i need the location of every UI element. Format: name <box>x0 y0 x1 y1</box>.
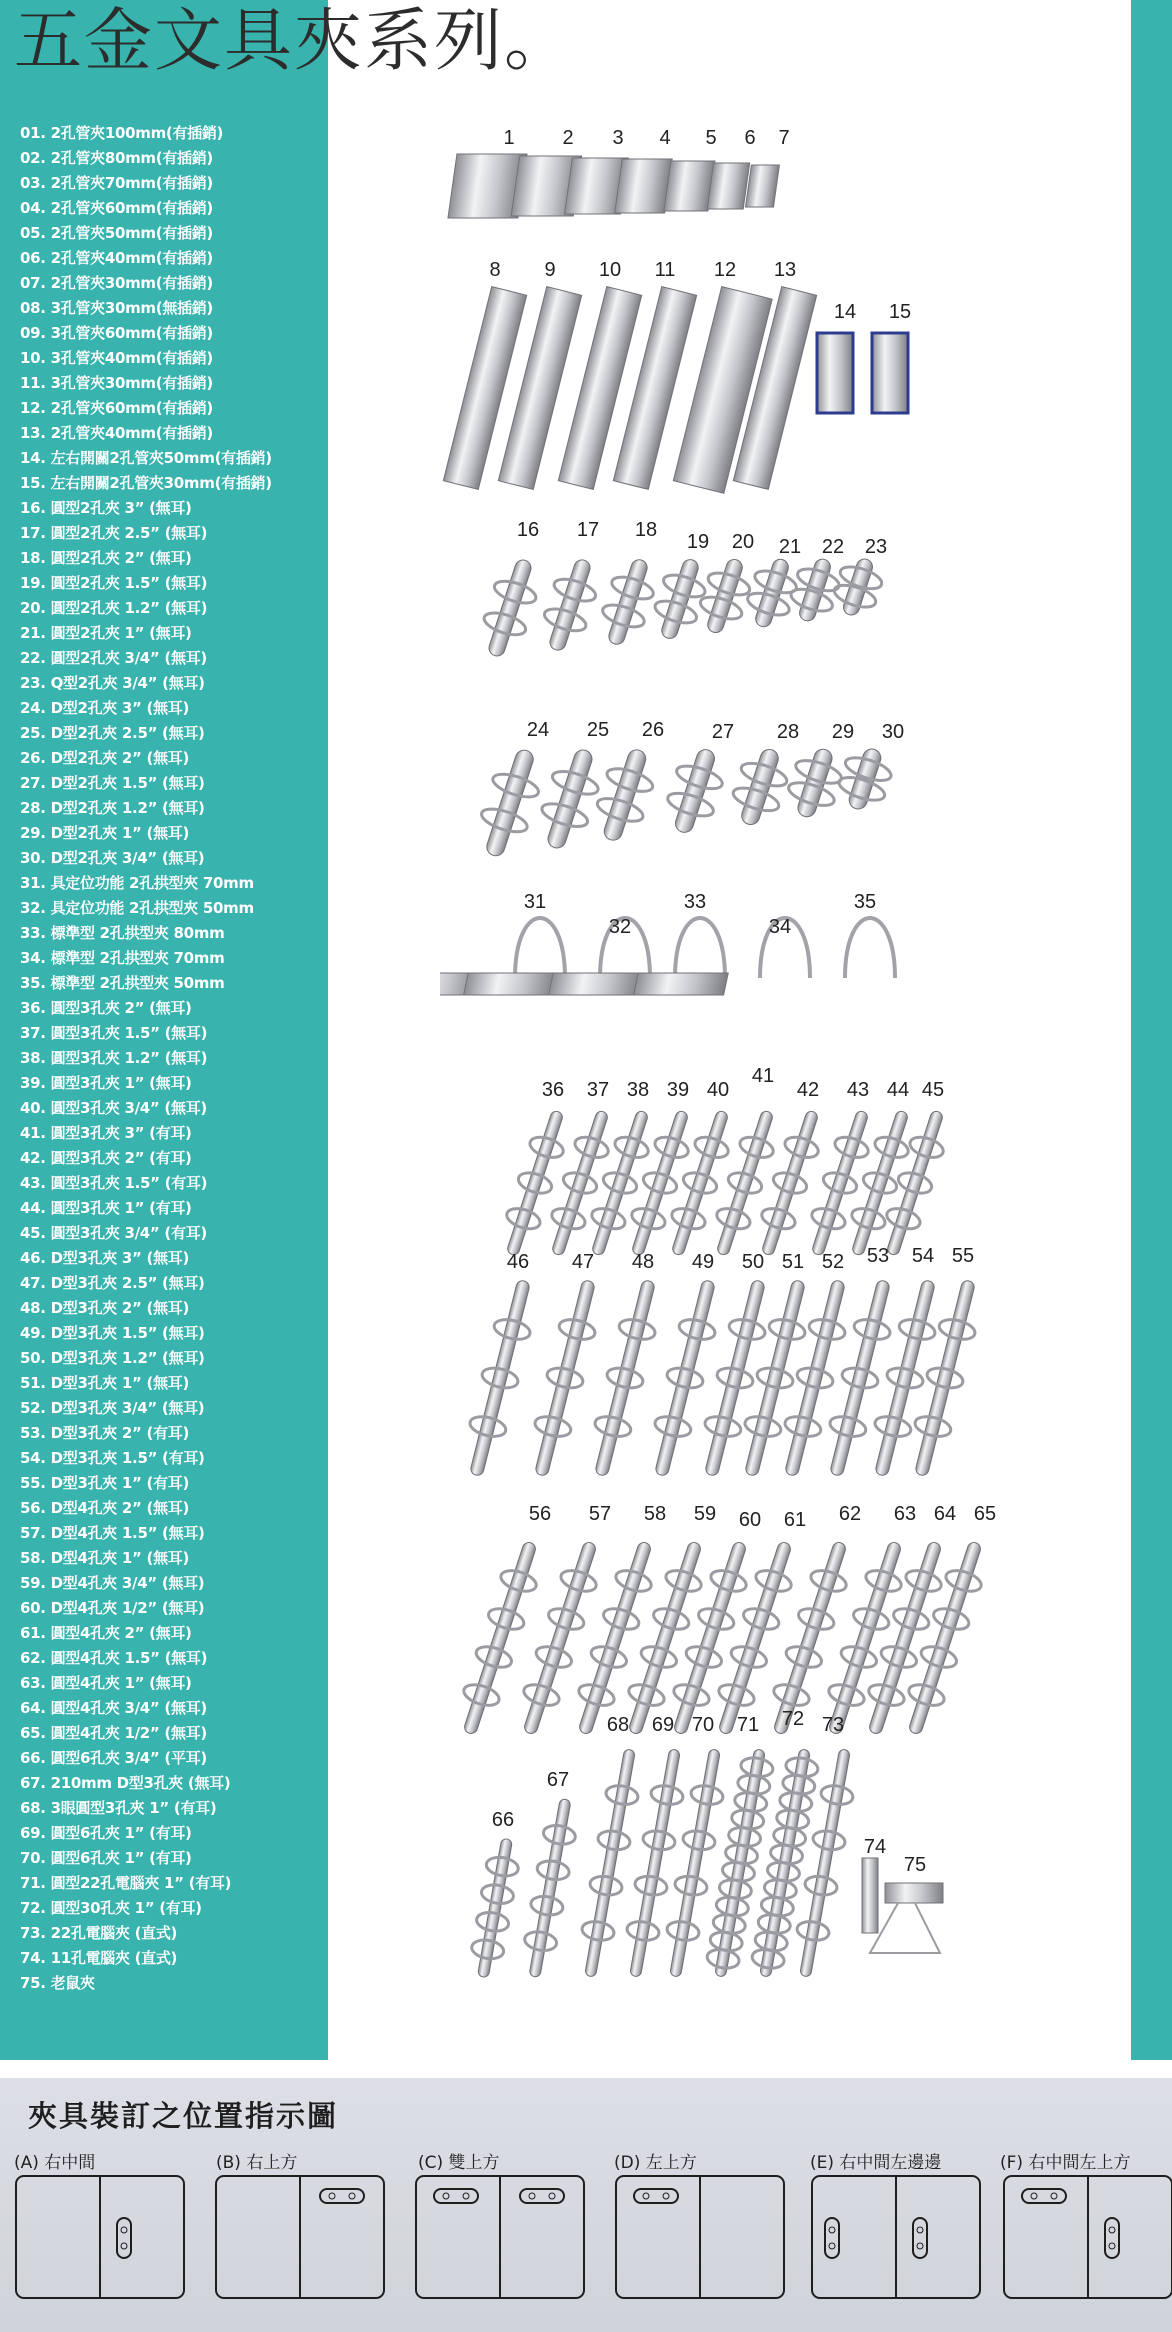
item-number: 40 <box>706 1079 730 1101</box>
position-diagram <box>612 2172 788 2302</box>
list-item: 58. D型4孔夾 1” (無耳) <box>20 1549 190 1567</box>
position-label: (C) 雙上方 <box>418 2153 500 2173</box>
switch-tube-clip <box>817 333 853 413</box>
tube-clip <box>615 159 673 213</box>
lever-arch-base <box>634 973 729 995</box>
lever-arch-base <box>549 973 644 995</box>
list-item: 05. 2孔管夾50mm(有插銷) <box>20 224 213 242</box>
item-number: 45 <box>921 1079 945 1101</box>
tube-clip <box>707 163 749 209</box>
item-number: 48 <box>631 1251 655 1273</box>
list-item: 03. 2孔管夾70mm(有插銷) <box>20 174 213 192</box>
item-number: 19 <box>686 531 710 553</box>
list-item: 18. 圓型2孔夾 2” (無耳) <box>20 549 192 567</box>
item-number: 64 <box>933 1503 957 1525</box>
list-item: 53. D型3孔夾 2” (有耳) <box>20 1424 190 1442</box>
list-item: 54. D型3孔夾 1.5” (有耳) <box>20 1449 205 1467</box>
list-item: 51. D型3孔夾 1” (無耳) <box>20 1374 190 1392</box>
tube-clip <box>664 161 715 211</box>
list-item: 67. 210mm D型3孔夾 (無耳) <box>20 1774 231 1792</box>
item-number: 37 <box>586 1079 610 1101</box>
item-number: 3 <box>612 127 624 149</box>
ring-clip <box>519 1797 582 1980</box>
list-item: 23. Q型2孔夾 3/4” (無耳) <box>20 674 205 692</box>
item-number: 33 <box>683 891 707 913</box>
item-number: 34 <box>768 916 792 938</box>
list-item: 41. 圓型3孔夾 3” (有耳) <box>20 1124 192 1142</box>
list-item: 21. 圓型2孔夾 1” (無耳) <box>20 624 192 642</box>
list-item: 70. 圓型6孔夾 1” (有耳) <box>20 1849 192 1867</box>
position-label: (E) 右中間左邊邊 <box>810 2153 942 2173</box>
item-number: 58 <box>643 1503 667 1525</box>
ring-clip <box>875 1106 954 1259</box>
item-number: 20 <box>731 531 755 553</box>
item-number: 63 <box>893 1503 917 1525</box>
list-item: 07. 2孔管夾30mm(有插銷) <box>20 274 213 292</box>
list-item: 37. 圓型3孔夾 1.5” (無耳) <box>20 1024 208 1042</box>
list-item: 19. 圓型2孔夾 1.5” (無耳) <box>20 574 208 592</box>
item-number: 71 <box>736 1714 760 1736</box>
list-item: 43. 圓型3孔夾 1.5” (有耳) <box>20 1174 208 1192</box>
list-item: 32. 具定位功能 2孔拱型夾 50mm <box>20 899 254 917</box>
item-number: 29 <box>831 721 855 743</box>
list-item: 40. 圓型3孔夾 3/4” (無耳) <box>20 1099 207 1117</box>
list-item: 04. 2孔管夾60mm(有插銷) <box>20 199 213 217</box>
list-item: 01. 2孔管夾100mm(有插銷) <box>20 124 224 142</box>
item-number: 53 <box>866 1245 890 1267</box>
list-item: 55. D型3孔夾 1” (有耳) <box>20 1474 190 1492</box>
ring-clip <box>535 554 605 657</box>
list-item: 75. 老鼠夾 <box>20 1974 95 1992</box>
ring-clip <box>474 554 546 662</box>
item-number: 59 <box>693 1503 717 1525</box>
list-item: 50. D型3孔夾 1.2” (無耳) <box>20 1349 205 1367</box>
item-number: 21 <box>778 536 802 558</box>
ring-clip <box>828 553 887 622</box>
list-item: 47. D型3孔夾 2.5” (無耳) <box>20 1274 205 1292</box>
ring-clip <box>659 743 731 840</box>
item-number: 24 <box>526 719 550 741</box>
list-item: 69. 圓型6孔夾 1” (有耳) <box>20 1824 192 1842</box>
product-photos <box>440 118 1020 2008</box>
ring-clip <box>583 1277 667 1480</box>
item-number: 35 <box>853 891 877 913</box>
product-photo-grid <box>440 118 1020 2008</box>
item-number: 68 <box>606 1714 630 1736</box>
list-item: 22. 圓型2孔夾 3/4” (無耳) <box>20 649 207 667</box>
item-number: 31 <box>523 891 547 913</box>
item-number: 36 <box>541 1079 565 1101</box>
item-number: 27 <box>711 721 735 743</box>
item-number: 8 <box>489 259 501 281</box>
list-item: 63. 圓型4孔夾 1” (無耳) <box>20 1674 192 1692</box>
list-item: 52. D型3孔夾 3/4” (無耳) <box>20 1399 205 1417</box>
item-number: 41 <box>751 1065 775 1087</box>
item-number: 30 <box>881 721 905 743</box>
list-item: 14. 左右開關2孔管夾50mm(有插銷) <box>20 449 272 467</box>
item-number: 42 <box>796 1079 820 1101</box>
position-label: (D) 左上方 <box>614 2153 697 2173</box>
item-number: 10 <box>598 259 622 281</box>
list-item: 15. 左右開關2孔管夾30mm(有插銷) <box>20 474 272 492</box>
position-diagram <box>1000 2172 1172 2302</box>
ring-clip <box>470 743 549 862</box>
ring-clip <box>467 1836 523 1979</box>
item-number: 50 <box>741 1251 765 1273</box>
item-number: 2 <box>562 127 574 149</box>
item-number: 39 <box>666 1079 690 1101</box>
lever-arch-ring <box>675 918 725 978</box>
position-label: (A) 右中間 <box>14 2153 96 2173</box>
position-diagram <box>12 2172 188 2302</box>
list-item: 73. 22孔電腦夾 (直式) <box>20 1924 178 1942</box>
list-item: 16. 圓型2孔夾 3” (無耳) <box>20 499 192 517</box>
item-number: 44 <box>886 1079 910 1101</box>
item-number: 51 <box>781 1251 805 1273</box>
page-title: 五金文具夾系列。 <box>14 2 575 81</box>
list-item: 74. 11孔電腦夾 (直式) <box>20 1949 178 1967</box>
list-item: 68. 3眼圓型3孔夾 1” (有耳) <box>20 1799 217 1817</box>
item-number: 15 <box>888 301 912 323</box>
item-number: 57 <box>588 1503 612 1525</box>
switch-tube-clip <box>872 333 908 413</box>
item-number: 54 <box>911 1245 935 1267</box>
list-item: 59. D型4孔夾 3/4” (無耳) <box>20 1574 205 1592</box>
item-number: 6 <box>744 127 756 149</box>
list-item: 31. 具定位功能 2孔拱型夾 70mm <box>20 874 254 892</box>
list-item: 65. 圓型4孔夾 1/2” (無耳) <box>20 1724 207 1742</box>
item-number: 52 <box>821 1251 845 1273</box>
list-item: 26. D型2孔夾 2” (無耳) <box>20 749 190 767</box>
list-item: 71. 圓型22孔電腦夾 1” (有耳) <box>20 1874 232 1892</box>
item-number: 74 <box>863 1836 887 1858</box>
item-number: 55 <box>951 1245 975 1267</box>
list-item: 45. 圓型3孔夾 3/4” (有耳) <box>20 1224 207 1242</box>
position-label: (F) 右中間左上方 <box>1000 2153 1131 2173</box>
ring-clip <box>785 553 846 627</box>
list-item: 39. 圓型3孔夾 1” (無耳) <box>20 1074 192 1092</box>
list-item: 46. D型3孔夾 3” (無耳) <box>20 1249 190 1267</box>
list-item: 11. 3孔管夾30mm(有插銷) <box>20 374 213 392</box>
list-item: 24. D型2孔夾 3” (無耳) <box>20 699 190 717</box>
lever-arch-ring <box>515 918 565 978</box>
ring-clip <box>594 553 662 650</box>
bulldog-clip <box>885 1883 943 1903</box>
position-diagram <box>212 2172 388 2302</box>
item-number: 22 <box>821 536 845 558</box>
list-item: 25. D型2孔夾 2.5” (無耳) <box>20 724 205 742</box>
item-number: 13 <box>773 259 797 281</box>
list-item: 42. 圓型3孔夾 2” (有耳) <box>20 1149 192 1167</box>
ring-clip <box>588 743 662 847</box>
item-number: 65 <box>973 1503 997 1525</box>
lever-arch-ring <box>845 918 895 978</box>
item-number: 70 <box>691 1714 715 1736</box>
guide-title: 夾具裝訂之位置指示圖 <box>28 2099 339 2133</box>
binding-position-guide <box>0 2078 1172 2332</box>
bulldog-wire <box>870 1903 940 1953</box>
item-number: 49 <box>691 1251 715 1273</box>
item-number: 73 <box>821 1714 845 1736</box>
position-label: (B) 右上方 <box>216 2153 298 2173</box>
list-item: 12. 2孔管夾60mm(有插銷) <box>20 399 213 417</box>
item-number: 32 <box>608 916 632 938</box>
list-item: 08. 3孔管夾30mm(無插銷) <box>20 299 213 317</box>
list-item: 35. 標準型 2孔拱型夾 50mm <box>20 974 225 992</box>
list-item: 66. 圓型6孔夾 3/4” (平耳) <box>20 1749 207 1767</box>
item-number: 72 <box>781 1708 805 1730</box>
ring-clip <box>523 1277 607 1480</box>
list-item: 49. D型3孔夾 1.5” (無耳) <box>20 1324 205 1342</box>
item-number: 38 <box>626 1079 650 1101</box>
item-number: 11 <box>654 259 676 281</box>
item-number: 46 <box>506 1251 530 1273</box>
list-item: 61. 圓型4孔夾 2” (無耳) <box>20 1624 192 1642</box>
lever-arch-base <box>464 973 559 995</box>
item-number: 43 <box>846 1079 870 1101</box>
list-item: 29. D型2孔夾 1” (無耳) <box>20 824 190 842</box>
item-number: 5 <box>705 127 717 149</box>
item-number: 75 <box>903 1854 927 1876</box>
list-item: 10. 3孔管夾40mm(有插銷) <box>20 349 213 367</box>
item-number: 23 <box>864 536 888 558</box>
item-number: 9 <box>544 259 556 281</box>
list-item: 57. D型4孔夾 1.5” (無耳) <box>20 1524 205 1542</box>
list-item: 17. 圓型2孔夾 2.5” (無耳) <box>20 524 208 542</box>
item-number: 47 <box>571 1251 595 1273</box>
position-diagram <box>412 2172 588 2302</box>
list-item: 62. 圓型4孔夾 1.5” (無耳) <box>20 1649 208 1667</box>
list-item: 38. 圓型3孔夾 1.2” (無耳) <box>20 1049 208 1067</box>
item-number: 67 <box>546 1769 570 1791</box>
item-number: 66 <box>491 1809 515 1831</box>
item-number: 28 <box>776 721 800 743</box>
list-item: 64. 圓型4孔夾 3/4” (無耳) <box>20 1699 207 1717</box>
item-number: 16 <box>516 519 540 541</box>
list-item: 34. 標準型 2孔拱型夾 70mm <box>20 949 225 967</box>
item-number: 69 <box>651 1714 675 1736</box>
list-item: 06. 2孔管夾40mm(有插銷) <box>20 249 213 267</box>
tube-clip <box>745 165 779 207</box>
item-number: 56 <box>528 1503 552 1525</box>
item-number: 12 <box>713 259 737 281</box>
item-number: 18 <box>634 519 658 541</box>
item-number: 7 <box>778 127 790 149</box>
list-item: 28. D型2孔夾 1.2” (無耳) <box>20 799 205 817</box>
item-number: 26 <box>641 719 665 741</box>
ring-clip <box>458 1277 542 1480</box>
list-item: 27. D型2孔夾 1.5” (無耳) <box>20 774 205 792</box>
item-number: 60 <box>738 1509 762 1531</box>
list-item: 60. D型4孔夾 1/2” (無耳) <box>20 1599 205 1617</box>
ring-clip <box>833 742 897 816</box>
item-number: 25 <box>586 719 610 741</box>
item-number: 17 <box>576 519 600 541</box>
ring-clip <box>725 743 794 832</box>
list-item: 13. 2孔管夾40mm(有插銷) <box>20 424 213 442</box>
list-item: 44. 圓型3孔夾 1” (有耳) <box>20 1199 192 1217</box>
list-item: 72. 圓型30孔夾 1” (有耳) <box>20 1899 202 1917</box>
item-number: 62 <box>838 1503 862 1525</box>
item-number: 4 <box>659 127 671 149</box>
ring-clip <box>662 1537 759 1739</box>
item-number: 61 <box>783 1509 807 1531</box>
list-item: 48. D型3孔夾 2” (無耳) <box>20 1299 190 1317</box>
list-item: 09. 3孔管夾60mm(有插銷) <box>20 324 213 342</box>
list-item: 02. 2孔管夾80mm(有插銷) <box>20 149 213 167</box>
computer-clip <box>862 1858 878 1933</box>
item-number: 1 <box>503 127 515 149</box>
ring-clip <box>532 743 609 855</box>
list-item: 56. D型4孔夾 2” (無耳) <box>20 1499 190 1517</box>
position-diagram <box>808 2172 984 2302</box>
list-item: 36. 圓型3孔夾 2” (無耳) <box>20 999 192 1017</box>
right-accent-band <box>1131 0 1172 2060</box>
list-item: 20. 圓型2孔夾 1.2” (無耳) <box>20 599 208 617</box>
list-item: 33. 標準型 2孔拱型夾 80mm <box>20 924 225 942</box>
item-number: 14 <box>833 301 857 323</box>
product-list <box>20 121 325 1996</box>
ring-clip <box>741 553 804 633</box>
list-item: 30. D型2孔夾 3/4” (無耳) <box>20 849 205 867</box>
